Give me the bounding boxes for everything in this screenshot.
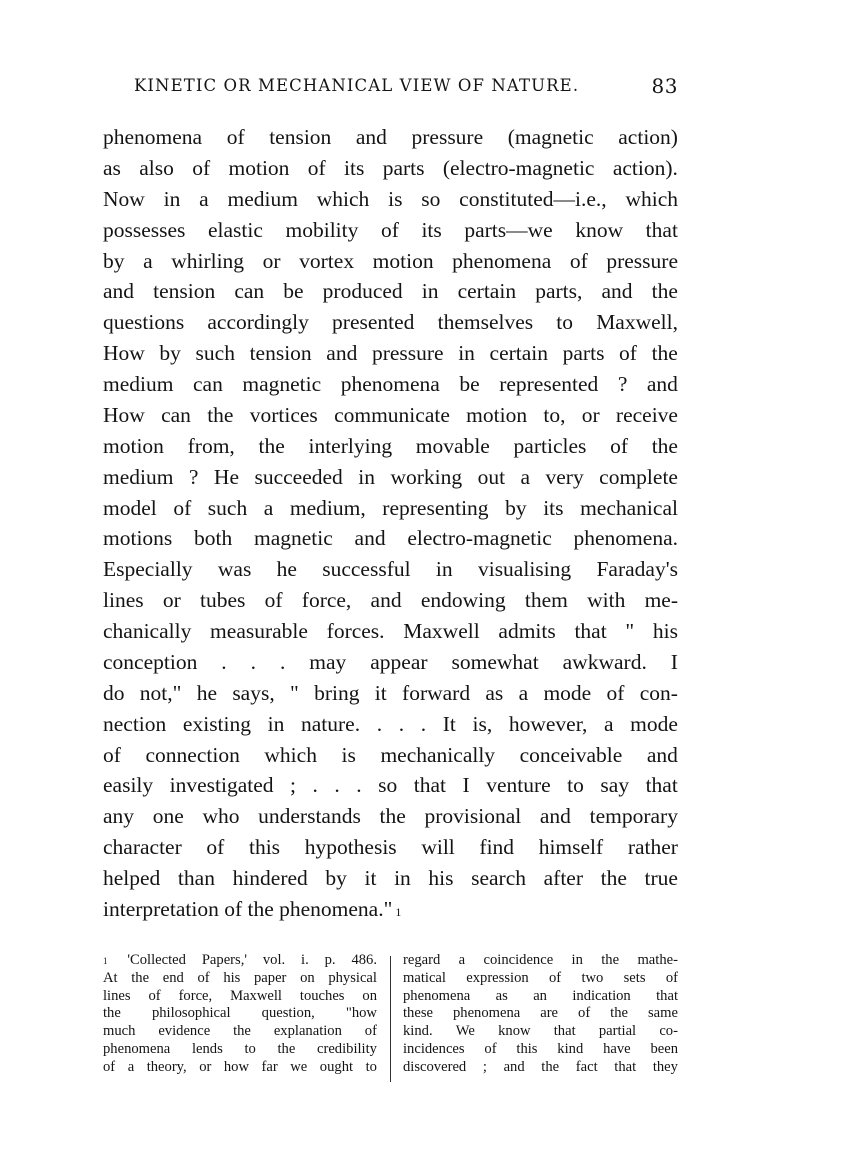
footnote-line: phenomena as an indication that: [403, 987, 678, 1004]
text-line: How by such tension and pressure in certain parts of the: [103, 341, 678, 366]
text-line: lines or tubes of force, and endowing them with me-: [103, 588, 678, 613]
footnote-line: phenomena lends to the credibility: [103, 1040, 377, 1057]
footnote-column-divider: [390, 956, 391, 1082]
text-line: phenomena of tension and pressure (magnetic action): [103, 125, 678, 149]
footnote-line: incidences of this kind have been: [403, 1040, 678, 1057]
footnote-column-right: [403, 952, 678, 1077]
text-line: character of this hypothesis will find himself rather: [103, 835, 678, 860]
body-text: [103, 122, 678, 925]
footnote-line: At the end of his paper on physical: [103, 969, 377, 986]
text-line: interpretation of the phenomena." 1: [103, 894, 678, 925]
text-line: questions accordingly presented themselves to Maxwell,: [103, 310, 678, 335]
text-line: Now in a medium which is so constituted—i.e., which: [103, 186, 678, 211]
text-line: possesses elastic mobility of its parts—we know that: [103, 217, 678, 242]
footnote-line: lines of force, Maxwell touches on: [103, 987, 377, 1004]
footnotes: [103, 952, 678, 1082]
text-line: nection existing in nature. . . . It is, however, a mode: [103, 711, 678, 736]
footnote-reference: 1: [392, 904, 402, 919]
footnote-number: 1: [103, 956, 108, 966]
page-number: 83: [651, 74, 678, 98]
footnote-line: 1 'Collected Papers,' vol. i. p. 486.: [103, 952, 377, 970]
text-line: of connection which is mechanically conceivable and: [103, 742, 678, 767]
text-line: motions both magnetic and electro-magnetic phenomena.: [103, 526, 678, 551]
text-line: How can the vortices communicate motion to, or receive: [103, 402, 678, 427]
text-line: as also of motion of its parts (electro-magnetic action).: [103, 155, 678, 180]
text-line: helped than hindered by it in his search after the true: [103, 866, 678, 890]
footnote-line: of a theory, or how far we ought to: [103, 1058, 377, 1075]
footnote-line: discovered ; and the fact that they: [403, 1058, 678, 1075]
text-line: and tension can be produced in certain parts, and the: [103, 279, 678, 304]
text-line: motion from, the interlying movable particles of the: [103, 433, 678, 458]
text-line: do not," he says, " bring it forward as a mode of con-: [103, 680, 678, 705]
footnote-column-left: [103, 952, 377, 1077]
text-line: model of such a medium, representing by its mechanical: [103, 495, 678, 520]
footnote-line: kind. We know that partial co-: [403, 1023, 678, 1040]
text-line: medium can magnetic phenomena be represented ? and: [103, 372, 678, 396]
text-line: chanically measurable forces. Maxwell admits that " his: [103, 619, 678, 643]
running-head: [103, 76, 678, 100]
text-line: medium ? He succeeded in working out a very complete: [103, 464, 678, 489]
footnote-line: the philosophical question, "how: [103, 1005, 377, 1022]
footnote-line: much evidence the explanation of: [103, 1023, 377, 1040]
text-line: conception . . . may appear somewhat awkward. I: [103, 649, 678, 674]
running-title: KINETIC OR MECHANICAL VIEW OF NATURE.: [134, 76, 580, 95]
footnote-line: matical expression of two sets of: [403, 969, 678, 986]
footnote-line: regard a coincidence in the mathe-: [403, 952, 678, 968]
text-line: by a whirling or vortex motion phenomena of pressure: [103, 248, 678, 273]
text-line: any one who understands the provisional and temporary: [103, 804, 678, 829]
text-line: easily investigated ; . . . so that I venture to say that: [103, 773, 678, 798]
footnote-line: these phenomena are of the same: [403, 1005, 678, 1022]
text-line: Especially was he successful in visualising Faraday's: [103, 557, 678, 582]
